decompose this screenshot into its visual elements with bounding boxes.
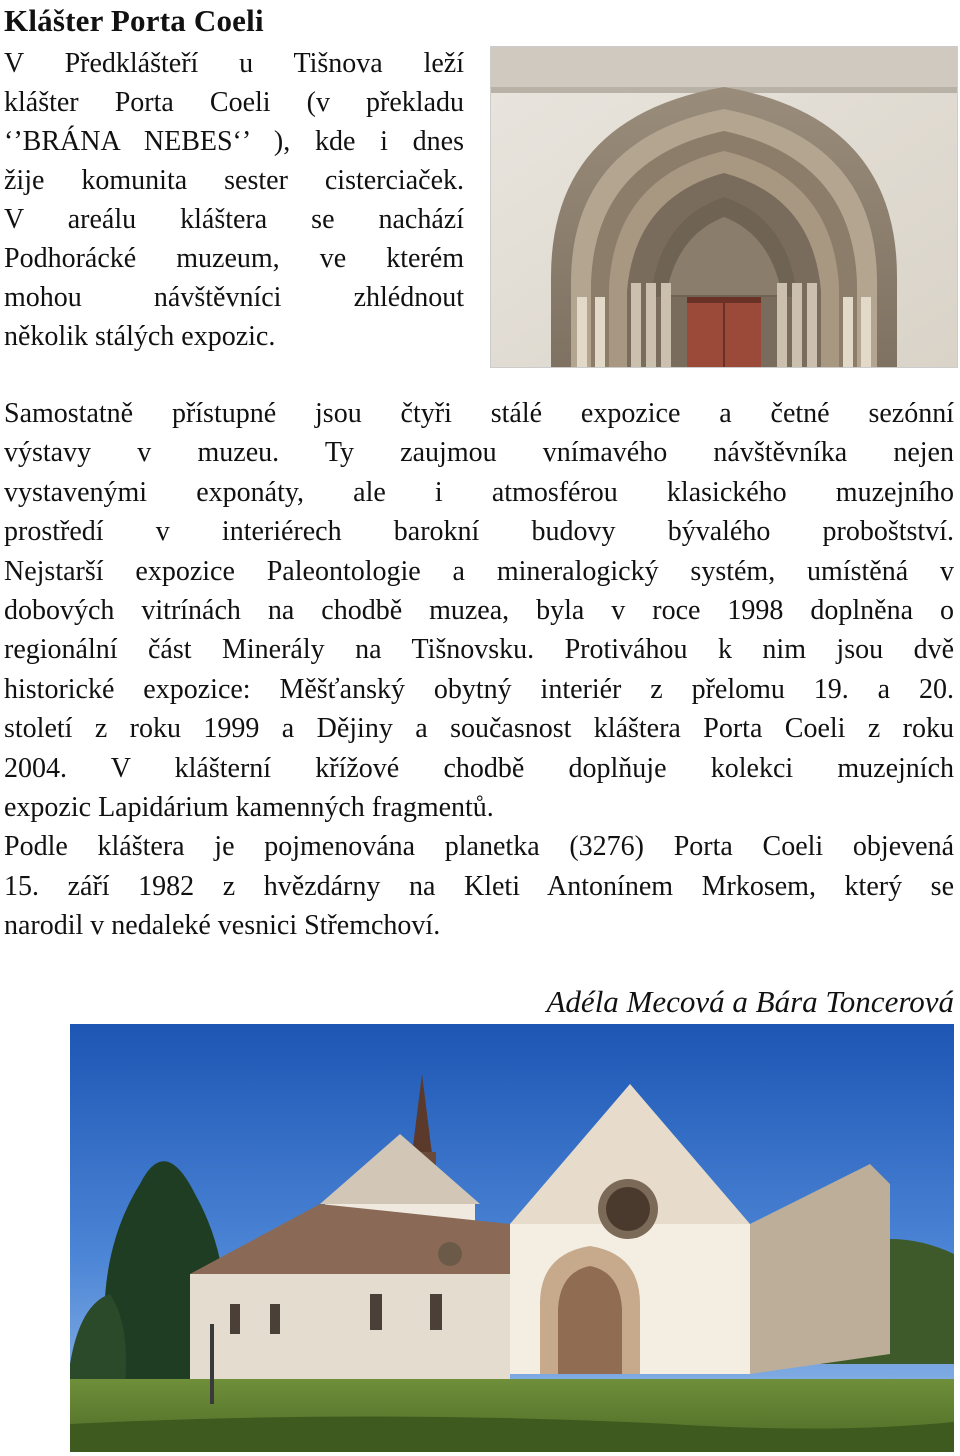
main-paragraph [4, 394, 954, 946]
intro-paragraph [4, 44, 464, 356]
text-line: 2004. V klášterní křížové chodbě doplňuje kolekci muzejních [4, 752, 954, 784]
intro-line: několik stálých expozic. [4, 321, 276, 352]
text-line: regionální část Minerály na Tišnovsku. Protiváhou k nim jsou dvě [4, 634, 954, 666]
text-line: vystavenými exponáty, ale i atmosférou klasického muzejního [4, 476, 954, 508]
intro-line: mohou návštěvníci zhlédnout [4, 282, 464, 313]
text-line: Podle kláštera je pojmenována planetka (3276) Porta Coeli objevená [4, 831, 954, 863]
text-line: narodil v nedaleké vesnici Střemchoví. [4, 910, 441, 942]
intro-line: V areálu kláštera se nachází [4, 204, 464, 235]
intro-line: žije komunita sester cisterciaček. [4, 165, 464, 196]
text-line: prostředí v interiérech barokní budovy bývalého proboštství. [4, 516, 954, 548]
text-line: století z roku 1999 a Dějiny a současnost kláštera Porta Coeli z roku [4, 713, 954, 745]
intro-line: klášter Porta Coeli (v překladu [4, 87, 464, 118]
article-title: Klášter Porta Coeli [4, 3, 264, 38]
text-line: Nejstarší expozice Paleontologie a mineralogický systém, umístěná v [4, 555, 954, 587]
monastery-photo [70, 1024, 954, 1452]
text-line: výstavy v muzeu. Ty zaujmou vnímavého návštěvníka nejen [4, 437, 954, 469]
intro-line: ‘’BRÁNA NEBES‘’ ), kde i dnes [4, 126, 464, 157]
text-line: historické expozice: Měšťanský obytný interiér z přelomu 19. a 20. [4, 673, 954, 705]
intro-line: Podhorácké muzeum, ve kterém [4, 243, 464, 274]
text-line: expozic Lapidárium kamenných fragmentů. [4, 792, 494, 824]
intro-line: V Předklášteří u Tišnova leží [4, 48, 464, 79]
authors-signature: Adéla Mecová a Bára Toncerová [546, 984, 954, 1019]
text-line: 15. září 1982 z hvězdárny na Kleti Antonínem Mrkosem, který se [4, 870, 954, 902]
portal-photo [490, 46, 958, 368]
text-line: Samostatně přístupné jsou čtyři stálé expozice a četné sezónní [4, 398, 954, 429]
text-line: dobových vitrínách na chodbě muzea, byla v roce 1998 doplněna o [4, 595, 954, 627]
